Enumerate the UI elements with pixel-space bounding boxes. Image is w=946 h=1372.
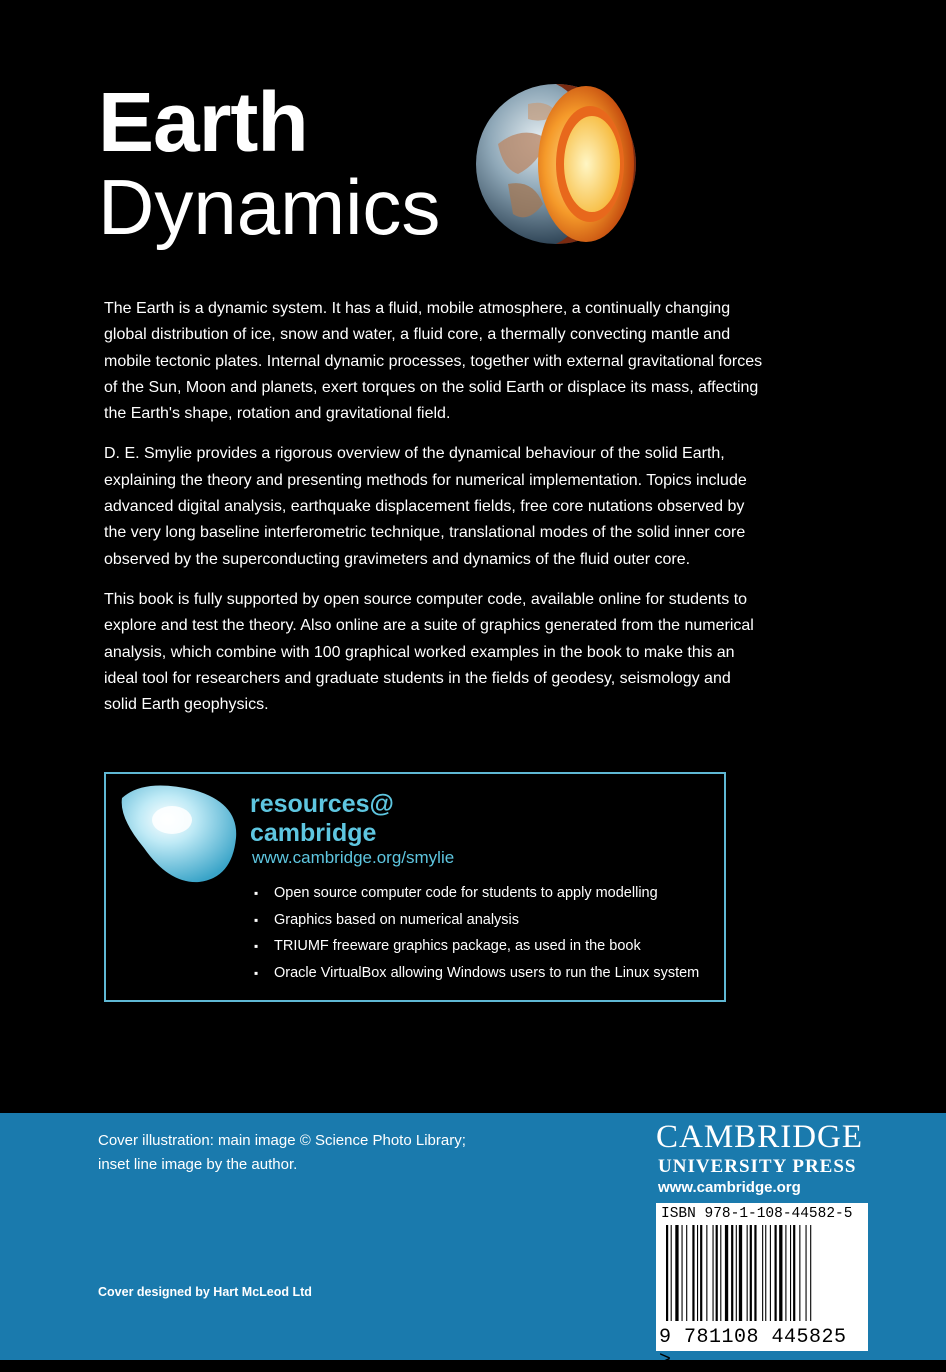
title-dynamics: Dynamics xyxy=(98,163,441,251)
resources-title-line: cambridge xyxy=(250,819,377,847)
credit-line: Cover illustration: main image © Science Photo Library; xyxy=(98,1132,466,1149)
list-item-text: Open source computer code for students to apply modelling xyxy=(274,885,658,901)
bullet-icon: ▪ xyxy=(254,886,259,900)
cover-credit xyxy=(98,1129,466,1177)
earth-cutaway-icon xyxy=(468,84,648,264)
publisher-url[interactable]: www.cambridge.org xyxy=(658,1179,801,1196)
footer-band xyxy=(0,1113,946,1372)
barcode-panel xyxy=(656,1203,868,1372)
description-paragraph: D. E. Smylie provides a rigorous overview of the dynamical behaviour of the solid Earth, explaining the theory and presenting methods for numerical implementation. Topics include advanced digital analysis, earthquake displacement fields, free core nutations observed by the very long baseline interferometric technique, translational modes of the solid inner core observed by the superconducting gravimeters and dynamics of the fluid outer core. xyxy=(104,445,747,568)
title-earth: Earth xyxy=(98,75,308,169)
barcode-icon xyxy=(662,1225,862,1325)
description xyxy=(104,296,764,732)
description-paragraph: This book is fully supported by open source computer code, available online for students to explore and test the theory. Also online are a suite of graphics generated from the numerical analysis, which combine with 100 graphical worked examples in the book to make this an ideal tool for researchers and graduate students in the fields of geodesy, seismology and solid Earth geophysics. xyxy=(104,590,754,714)
list-item xyxy=(254,933,699,960)
bullet-icon: ▪ xyxy=(254,912,259,927)
resources-title-line: resources@ xyxy=(250,790,394,818)
resources-list xyxy=(254,880,699,986)
bullet-icon: ▪ xyxy=(254,965,259,980)
resources-cambridge-logo-icon xyxy=(114,778,244,888)
isbn-label: ISBN 978-1-108-44582-5 xyxy=(661,1206,853,1222)
list-item-text: TRIUMF freeware graphics package, as used in the book xyxy=(274,938,641,954)
bullet-icon: ▪ xyxy=(254,939,259,953)
resources-title xyxy=(250,790,394,848)
description-paragraph: The Earth is a dynamic system. It has a fluid, mobile atmosphere, a continually changing global distribution of ice, snow and water, a fluid core, a thermally convecting mantle and mobile tectonic plates. Internal dynamic processes, together with external gravitational forces of the Sun, Moon and planets, exert torques on the solid Earth or displace its mass, affecting the Earth's shape, rotation and gravitational field. xyxy=(104,300,763,423)
list-item xyxy=(254,907,699,934)
resources-url[interactable]: www.cambridge.org/smylie xyxy=(252,848,455,867)
list-item-text: Graphics based on numerical analysis xyxy=(274,911,520,928)
credit-line: inset line image by the author. xyxy=(98,1156,298,1173)
publisher-press: UNIVERSITY PRESS xyxy=(658,1156,857,1177)
designer-credit: Cover designed by Hart McLeod Ltd xyxy=(98,1285,312,1299)
list-item-text: Oracle VirtualBox allowing Windows users to run the Linux system xyxy=(274,964,700,981)
resources-box xyxy=(104,772,726,1002)
barcode-number: 9 781108 445825 > xyxy=(659,1326,847,1372)
list-item xyxy=(254,880,699,907)
list-item xyxy=(254,960,699,987)
publisher-name: CAMBRIDGE xyxy=(656,1119,864,1155)
